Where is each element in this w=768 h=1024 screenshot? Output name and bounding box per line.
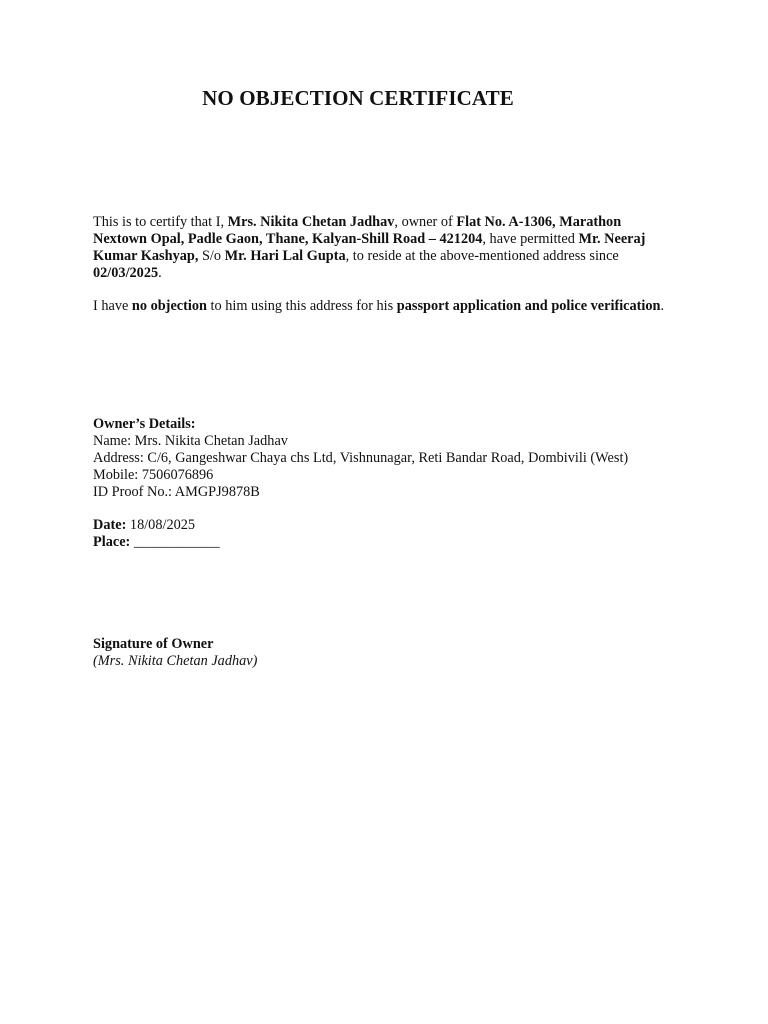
text-span: S/o — [198, 248, 225, 264]
text-span: . — [660, 298, 665, 314]
flat-address: Flat No. A-1306, Marathon Nextown Opal, Padle Gaon, Thane, Kalyan-Shill Road – 421204 — [93, 214, 622, 247]
objection-paragraph — [93, 298, 673, 315]
signature-label: Signature of Owner — [93, 636, 214, 652]
owner-name: Mrs. Nikita Chetan Jadhav — [227, 214, 395, 230]
signature-block — [93, 636, 693, 670]
place-value: ____________ — [130, 534, 220, 550]
owner-mobile-line: Mobile: 7506076896 — [93, 467, 214, 483]
since-date: 02/03/2025 — [93, 265, 159, 281]
text-span: , have permitted — [482, 231, 579, 247]
owner-id-proof-line: ID Proof No.: AMGPJ9878B — [93, 484, 260, 500]
signature-name: (Mrs. Nikita Chetan Jadhav) — [93, 653, 258, 669]
document-title: NO OBJECTION CERTIFICATE — [202, 86, 514, 110]
text-span: , owner of — [394, 214, 457, 230]
date-place-block — [93, 517, 693, 551]
date-value: 18/08/2025 — [126, 517, 196, 533]
text-span: , to reside at the above-mentioned address since — [345, 248, 619, 264]
text-span: This is to certify that I, — [93, 214, 228, 230]
owner-name-line: Name: Mrs. Nikita Chetan Jadhav — [93, 433, 288, 449]
place-label: Place: — [93, 534, 131, 550]
text-span: to him using this address for his — [206, 298, 397, 314]
text-span: I have — [93, 298, 132, 314]
certification-paragraph — [93, 214, 673, 282]
owner-details — [93, 416, 693, 501]
text-span: . — [158, 265, 162, 281]
owner-address-line: Address: C/6, Gangeshwar Chaya chs Ltd, Vishnunagar, Reti Bandar Road, Dombivili (West) — [93, 450, 629, 466]
owner-details-heading: Owner’s Details: — [93, 416, 196, 432]
father-name: Mr. Hari Lal Gupta — [224, 248, 346, 264]
date-label: Date: — [93, 517, 127, 533]
tenant-name: Mr. Neeraj Kumar Kashyap, — [93, 231, 646, 264]
place-line — [93, 534, 693, 551]
date-line — [93, 517, 693, 534]
purpose-text: passport application and police verification — [396, 298, 661, 314]
no-objection-text: no objection — [131, 298, 207, 314]
